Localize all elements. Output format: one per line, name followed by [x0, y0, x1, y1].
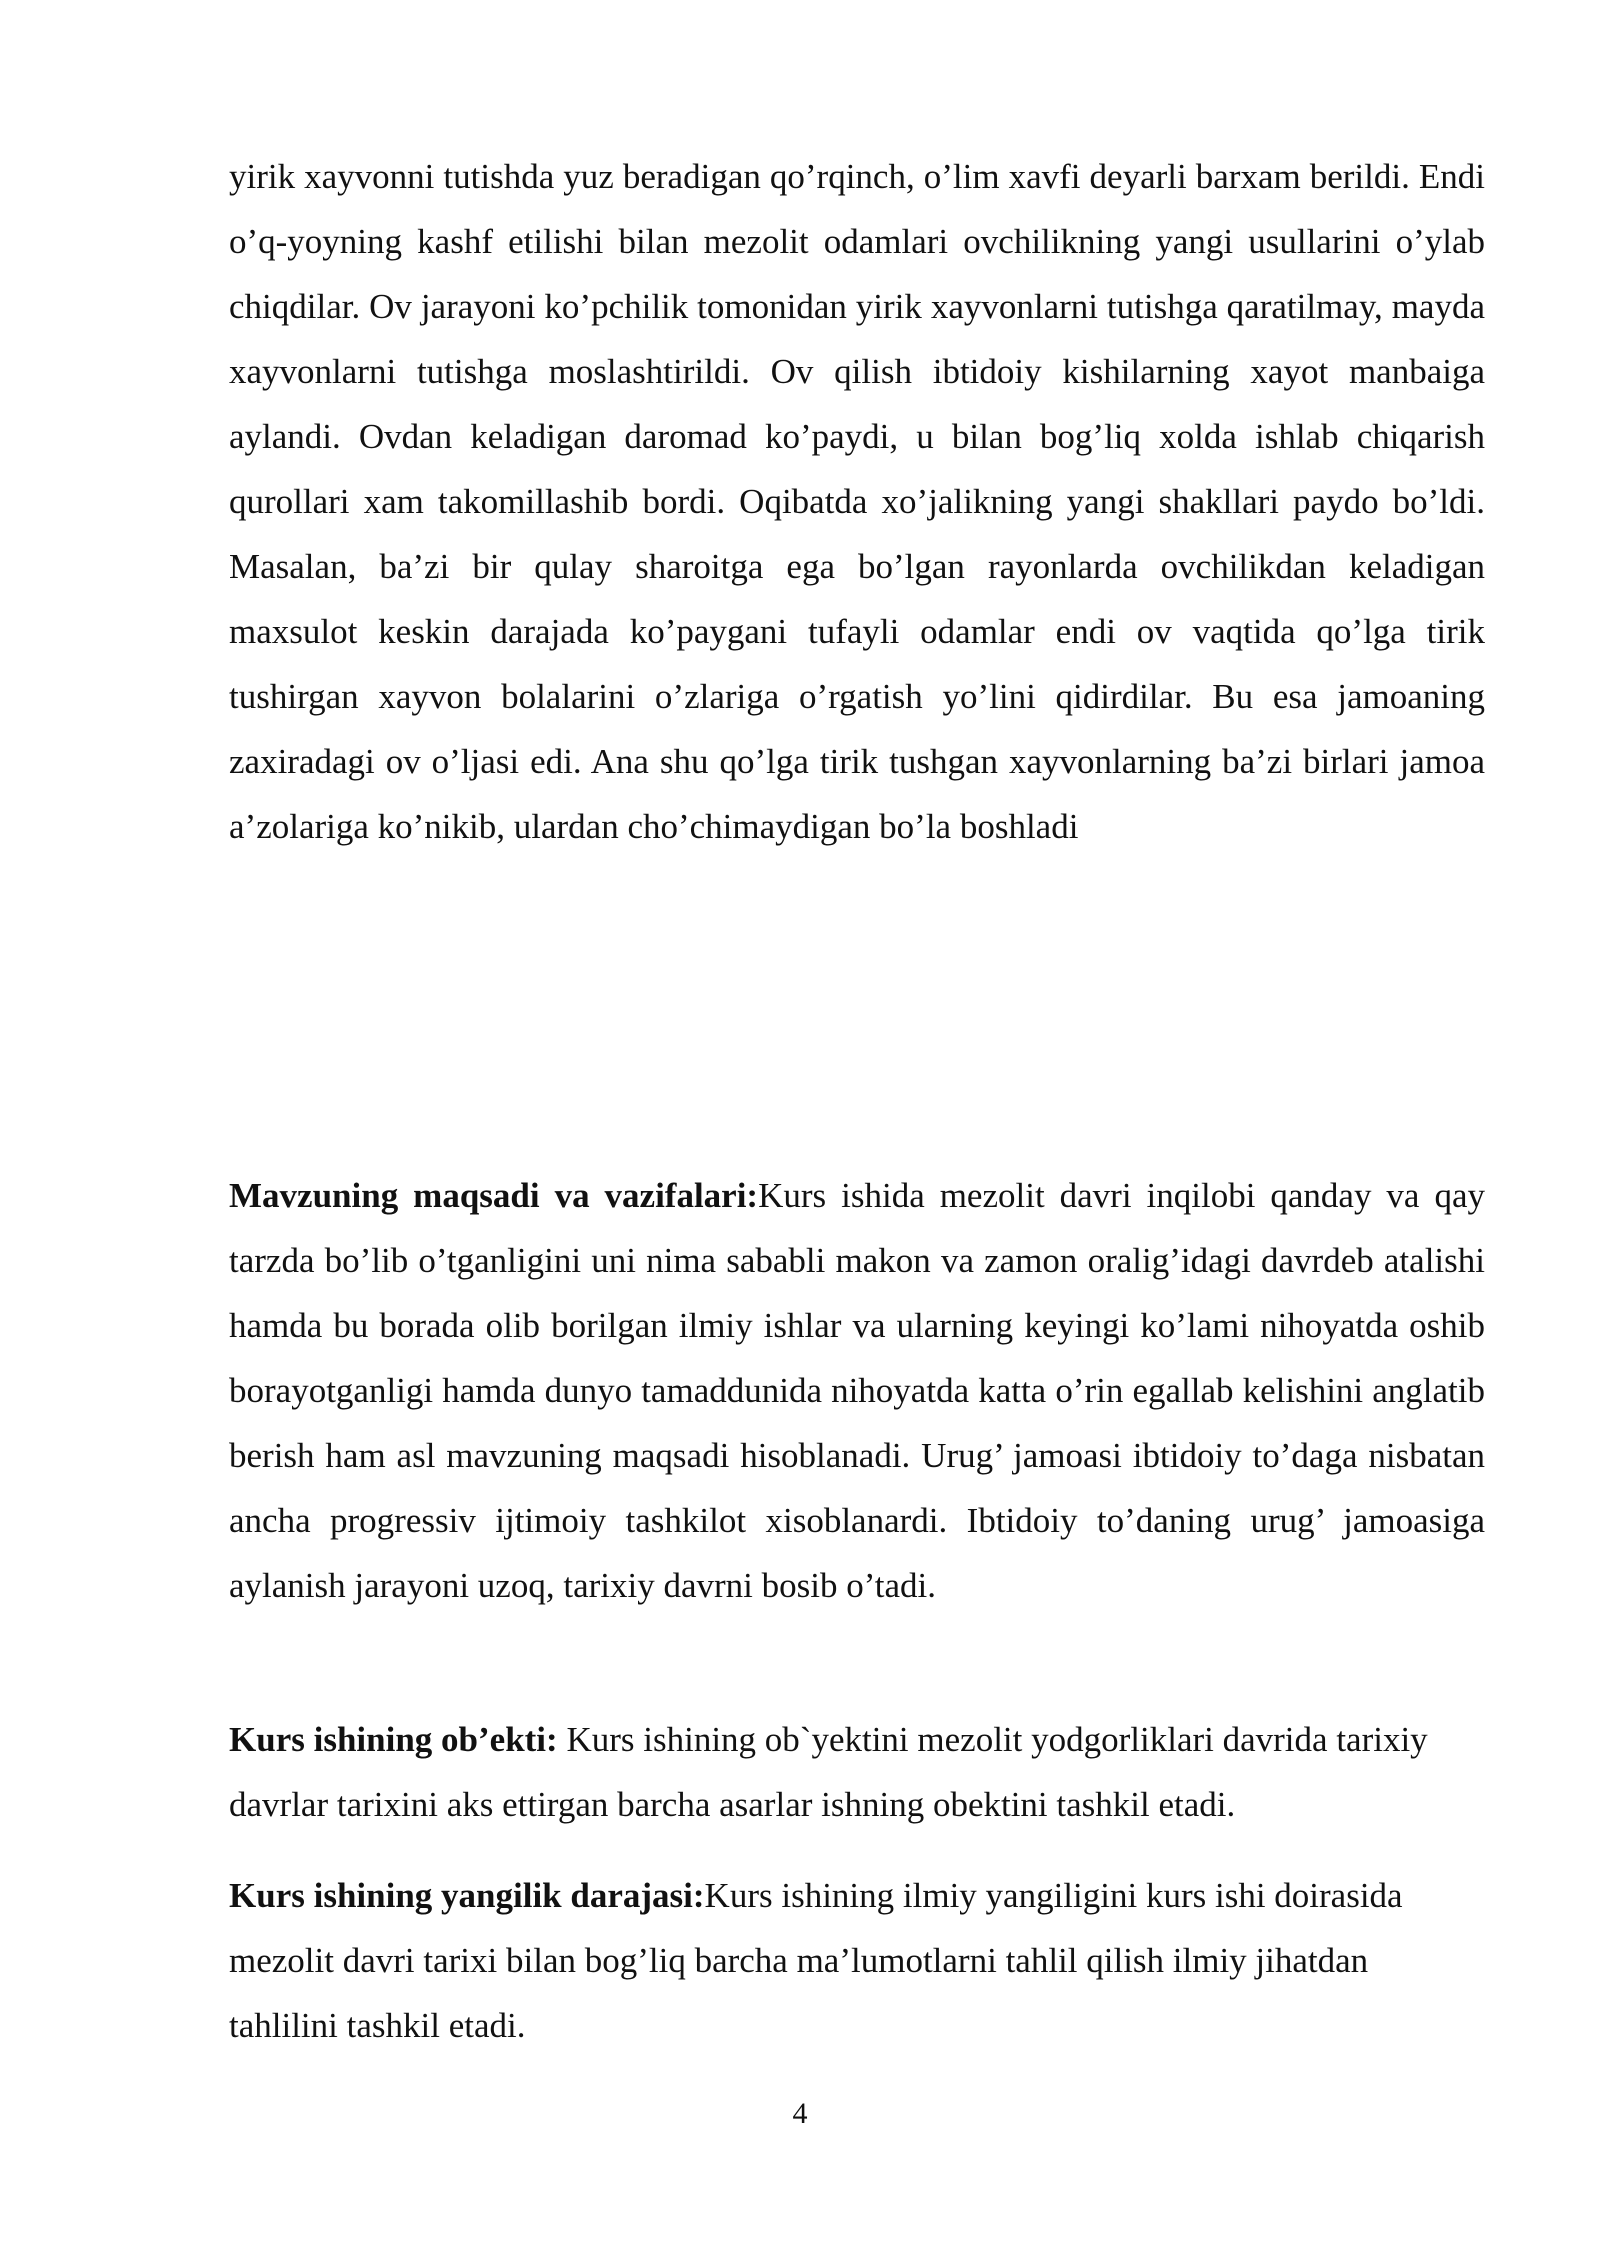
object-text: Kurs ishining ob`yektini mezolit yodgorliklari davrida tarixiy davrlar tarixini aks ettirgan barcha asarlar ishning obektini tashkil etadi.: [229, 1720, 1428, 1824]
goals-text: Kurs ishida mezolit davri inqilobi qanday va qay tarzda bo’lib o’tganligini uni nima sababli makon va zamon oralig’idagi davrdeb atalishi hamda bu borada olib borilgan ilmiy ishlar va ularning keyingi ko’lami nihoyatda oshib borayotganligi hamda dunyo tamaddunida nihoyatda katta o’rin egallab kelishini anglatib berish ham asl mavzuning maqsadi hisoblanadi. Urug’ jamoasi ibtidoiy to’daga nisbatan ancha progressiv ijtimoiy tashkilot xisoblanardi. Ibtidoiy to’daning urug’ jamoasiga aylanish jarayoni uzoq, tarixiy davrni bosib o’tadi.: [229, 1176, 1485, 1605]
goals-heading: Mavzuning maqsadi va vazifalari:: [229, 1176, 759, 1215]
goals-paragraph: [229, 1163, 1485, 1618]
novelty-paragraph: [229, 1863, 1485, 2058]
page-number: 4: [792, 2097, 808, 2130]
object-paragraph: [229, 1707, 1485, 1837]
object-heading: Kurs ishining ob’ekti:: [229, 1720, 558, 1759]
novelty-heading: Kurs ishining yangilik darajasi:: [229, 1876, 705, 1915]
intro-paragraph: yirik xayvonni tutishda yuz beradigan qo’rqinch, o’lim xavfi deyarli barxam berildi. Endi o’q-yoyning kashf etilishi bilan mezolit odamlari ovchilikning yangi usullarini o’ylab chiqdilar. Ov jarayoni ko’pchilik tomonidan yirik xayvonlarni tutishga qaratilmay, mayda xayvonlarni tutishga moslashtirildi. Ov qilish ibtidoiy kishilarning xayot manbaiga aylandi. Ovdan keladigan daromad ko’paydi, u bilan bog’liq xolda ishlab chiqarish qurollari xam takomillashib bordi. Oqibatda xo’jalikning yangi shakllari paydo bo’ldi. Masalan, ba’zi bir qulay sharoitga ega bo’lgan rayonlarda ovchilikdan keladigan maxsulot keskin darajada ko’paygani tufayli odamlar endi ov vaqtida qo’lga tirik tushirgan xayvon bolalarini o’zlariga o’rgatish yo’lini qidirdilar. Bu esa jamoaning zaxiradagi ov o’ljasi edi. Ana shu qo’lga tirik tushgan xayvonlarning ba’zi birlari jamoa a’zolariga ko’nikib, ulardan cho’chimaydigan bo’la boshladi: [229, 157, 1485, 846]
novelty-text: Kurs ishining ilmiy yangiligini kurs ishi doirasida mezolit davri tarixi bilan bog’liq barcha ma’lumotlarni tahlil qilish ilmiy jihatdan tahlilini tashkil etadi.: [229, 1876, 1403, 2045]
